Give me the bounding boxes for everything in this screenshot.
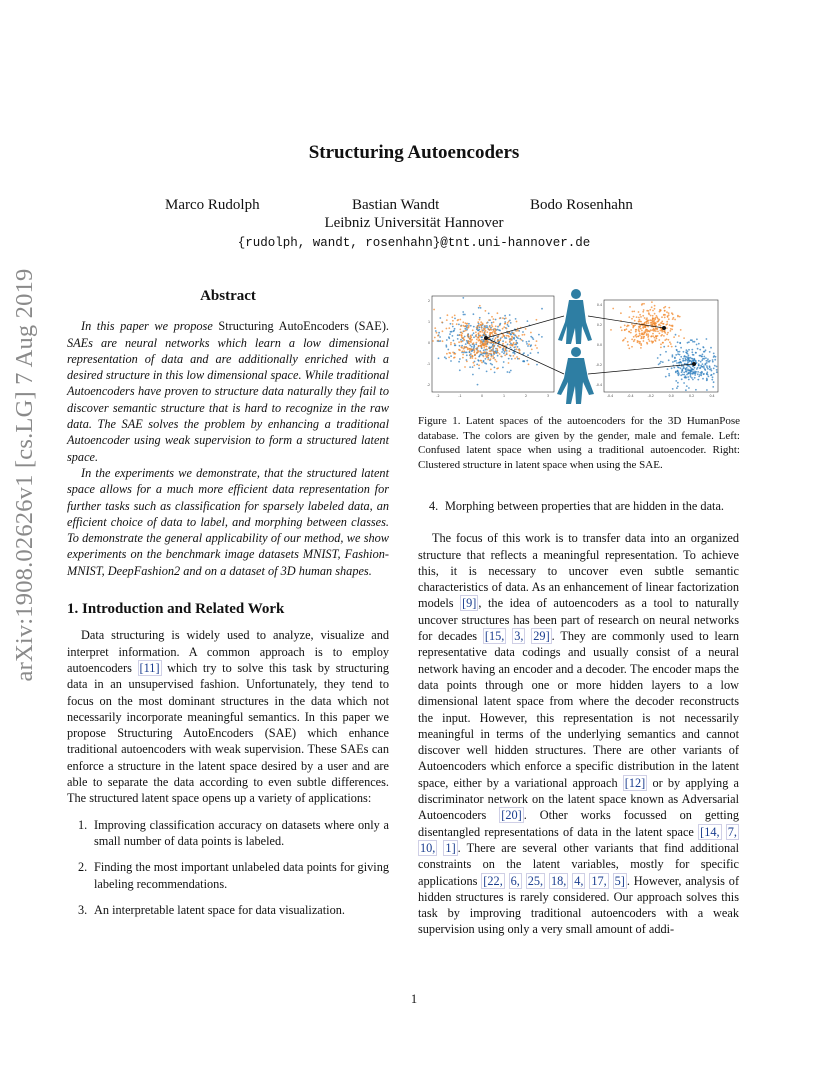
abstract-heading: Abstract bbox=[200, 288, 256, 304]
applications-list-continued bbox=[418, 498, 739, 514]
left-column bbox=[67, 288, 389, 918]
abstract-paragraph-1: In this paper we propose Structuring AutoEncoders (SAE). SAEs are neural networks which learn a low dimensional representation of data and are additionally enriched with a desired structure in this low dimensional space. While traditional Autoencoders have proven to structure data naturally they fail to discover semantic structure that is hard to recognize in the raw data. The SAE solves the problem by enhancing a traditional Autoencoder using weak supervision to form a structured latent space. bbox=[67, 319, 389, 464]
citation-link[interactable]: [12] bbox=[624, 775, 646, 790]
applications-list bbox=[67, 817, 389, 918]
tick-label: -1 bbox=[458, 394, 462, 398]
tick-label: -0.4 bbox=[606, 394, 614, 398]
citation-link[interactable]: 10, bbox=[420, 840, 436, 855]
figure-1-latent-spaces bbox=[418, 286, 740, 406]
left-plot-points bbox=[432, 297, 543, 386]
tick-label: -1 bbox=[426, 362, 430, 366]
author-1: Marco Rudolph bbox=[165, 197, 260, 213]
tick-label: 0.0 bbox=[596, 343, 602, 347]
tick-label: 2 bbox=[427, 299, 430, 303]
page-number: 1 bbox=[410, 992, 418, 1006]
figure-1-caption: Figure 1. Latent spaces of the autoencoders for the 3D HumanPose database. The colors are given by the gender, male and female. Left: Confused latent space when using a traditional autoencoder. Right: Clustered structure in latent space when using the SAE. bbox=[418, 415, 740, 471]
tick-label: 2 bbox=[524, 394, 528, 398]
citation-link[interactable]: 25, bbox=[527, 873, 544, 888]
list-item: 1. Improving classification accuracy on datasets where only a small number of data points is labeled. bbox=[78, 817, 389, 848]
citation-link[interactable]: [11] bbox=[139, 660, 160, 675]
tick-label: 0.4 bbox=[709, 394, 715, 398]
citation-link[interactable]: [14, bbox=[700, 824, 720, 839]
citation-link[interactable]: [15, bbox=[484, 629, 505, 644]
citation-link[interactable]: 1] bbox=[445, 840, 456, 855]
connector-lines bbox=[486, 316, 694, 374]
right-highlight-point-bottom bbox=[692, 362, 696, 366]
abstract bbox=[67, 288, 389, 579]
list-item: 4. Morphing between properties that are hidden in the data. bbox=[429, 499, 724, 513]
list-item: 3. An interpretable latent space for data visualization. bbox=[78, 902, 345, 917]
citation-link[interactable]: 17, bbox=[591, 873, 607, 888]
citation-link[interactable]: 5] bbox=[614, 873, 625, 888]
left-highlight-point bbox=[484, 336, 488, 340]
citation-link[interactable]: 6, bbox=[510, 873, 520, 888]
tick-label: 0.2 bbox=[596, 323, 602, 327]
citation-link[interactable]: 3, bbox=[514, 629, 524, 644]
tick-label: 1 bbox=[427, 320, 430, 324]
tick-label: 1 bbox=[502, 394, 506, 398]
left-plot-ticks bbox=[427, 299, 549, 398]
paper-title: Structuring Autoencoders bbox=[308, 142, 520, 163]
tick-label: 0.0 bbox=[668, 394, 674, 398]
section-heading-intro: 1. Introduction and Related Work bbox=[67, 601, 285, 618]
tick-label: 0.4 bbox=[596, 303, 602, 307]
author-2: Bastian Wandt bbox=[352, 197, 440, 213]
intro-paragraph-2: The focus of this work is to transfer data into an organized structure that reflects a meaningful representation. To achieve this, it is necessary to uncover even subtle semantic characteristics of data. As an enhancement of linear factorization models [9] , the idea of autoencoders as a tool to naturally uncover structures has been part of research on neural networks for decades [15, 3, 29] . They are commonly used to learn representative data codings and usually consist of a neural network having an encoder and a decoder. The encoder maps the data points through one or more hidden layers to a low dimensional latent space from where the decoder reconstructs the input. However, this representation is not necessarily meaningful in terms of the underlying semantics and cannot discover well hidden structures. There are other variants of Autoencoders which enforce a specific distribution in the latent space, either by a variational approach [12] or by applying a discriminator network on the latent space known as Adversarial Autoencoders [20] . Other works focussed on getting disentangled representations of data in the latent space [14, 7, 10, 1] . There are several other variants that find additional constraints on the latent variables, mostly for specific applications [22, 6, 25, 18, 4, 17, 5] . However, analysis of hidden structures is rarely considered. Our approach solves this task by improving traditional autoencoders with a weak supervision using only a very small amount of addi- bbox=[418, 531, 740, 937]
human-figure-bottom bbox=[557, 347, 594, 404]
citation-link[interactable]: 29] bbox=[533, 629, 550, 644]
tick-label: 0.2 bbox=[689, 394, 695, 398]
citation-link[interactable]: [20] bbox=[501, 808, 522, 823]
right-column bbox=[418, 498, 739, 938]
author-3: Bodo Rosenhahn bbox=[530, 197, 633, 213]
tick-label: -2 bbox=[436, 394, 440, 398]
intro-paragraph-1: Data structuring is widely used to analyze, visualize and interpret information. A common approach is to employ autoencoders [11] which try to solve this task by structuring data in an unsupervised fashion. Unfortunately, they tend to focus on the most dominant structures in the data which not necessarily incorporate meaningful semantics. In this paper we propose Structuring AutoEncoders (SAE) which enhance traditional autoencoders with weak supervision. These SAEs can enforce a structure in the latent space desired by a user and are able to separate the data according to even subtle differences. The structured latent space opens up a variety of applications: bbox=[67, 628, 389, 806]
citation-link[interactable]: 4, bbox=[574, 873, 584, 888]
arxiv-stamp: arXiv:1908.02626v1 [cs.LG] 7 Aug 2019 bbox=[11, 268, 38, 682]
tick-label: 3 bbox=[546, 394, 550, 398]
tick-label: -0.2 bbox=[647, 394, 654, 398]
tick-label: 0 bbox=[480, 394, 484, 398]
citation-link[interactable]: 7, bbox=[727, 824, 737, 839]
right-plot-points bbox=[610, 301, 718, 391]
tick-label: -0.4 bbox=[627, 394, 634, 398]
right-highlight-point-top bbox=[662, 326, 666, 330]
tick-label: 0 bbox=[427, 341, 430, 345]
citation-link[interactable]: [22, bbox=[483, 873, 503, 888]
list-item: 2. Finding the most important unlabeled data points for giving labeling recommendations. bbox=[78, 860, 389, 891]
tick-label: -0.4 bbox=[595, 383, 602, 387]
abstract-paragraph-2: In the experiments we demonstrate, that the structured latent space allows for a much more efficient data representation for further tasks such as classification for sparsely labeled data, an efficient choice of data to label, and morphing between classes. To demonstrate the general applicability of our method, we show experiments on the benchmark image datasets MNIST, Fashion-MNIST, DeepFashion2 and on a dataset of 3D human shapes. bbox=[67, 465, 389, 578]
citation-link[interactable]: 18, bbox=[551, 873, 567, 888]
tick-label: -2 bbox=[426, 383, 430, 387]
affiliation: Leibniz Universität Hannover bbox=[324, 215, 504, 231]
tick-label: -0.2 bbox=[595, 363, 602, 367]
citation-link[interactable]: [9] bbox=[462, 596, 477, 611]
author-emails: {rudolph, wandt, rosenhahn}@tnt.uni-hannover.de bbox=[237, 236, 591, 250]
